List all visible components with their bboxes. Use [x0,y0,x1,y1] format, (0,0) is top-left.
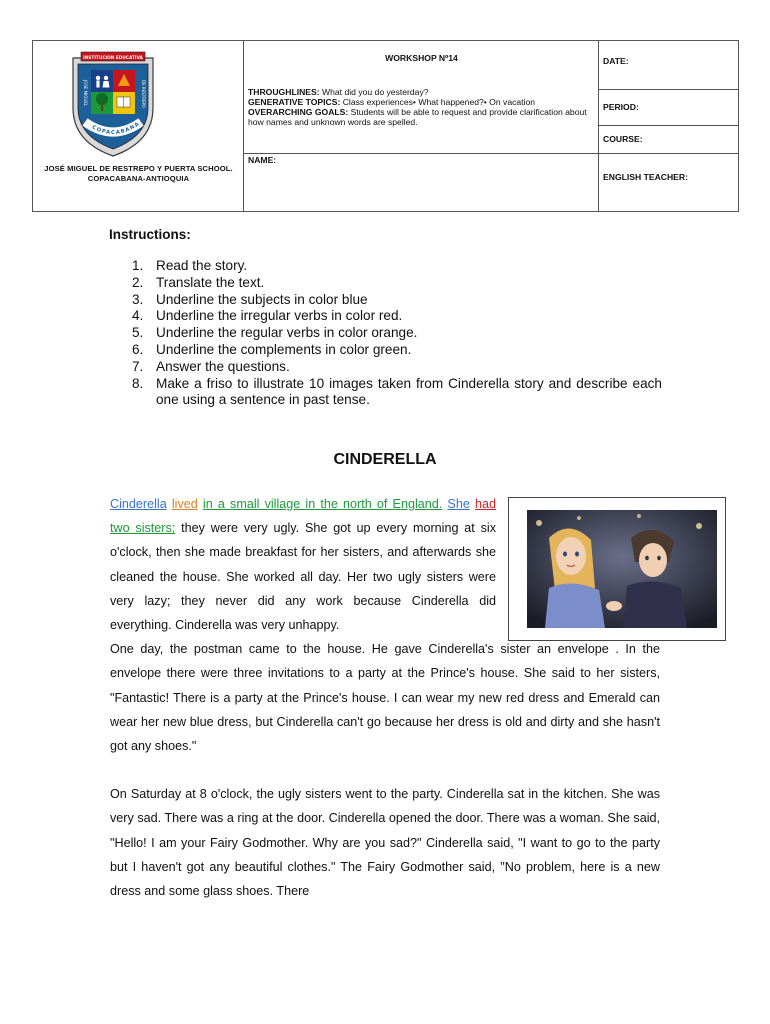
irregular-verb-had: had [475,497,497,511]
instruction-item: 6. Underline the complements in color green. [132,341,412,357]
subject-cinderella: Cinderella [110,497,167,511]
instructions-title: Instructions: [109,227,191,242]
instructions-list [132,258,662,409]
throughlines-text: What did you do yesterday? [319,87,429,97]
row-divider [243,153,598,154]
logo-top-text: INSTITUCION EDUCATIVA [83,56,143,61]
regular-verb-lived: lived [171,497,198,511]
story-paragraph-2: One day, the postman came to the house. He gave Cinderella's sister an envelope . In the envelope there were three invitations to a party at the Prince's house. She said to her sisters, "Fantastic! There is a party at the Prince's house. I can wear my new red dress and Emerald can wear her new blue dress, but Cinderella can't go because her dress is old and dirty and she hasn't got any shoes." [110,642,660,754]
generative-topics-text: Class experiences• What happened?• On vacation [340,97,536,107]
row-divider [598,89,739,90]
row-divider [598,153,739,154]
story-paragraph-1 [110,492,496,637]
school-name-block [33,164,244,184]
overarching-goals-label: OVERARCHING GOALS: [248,107,349,117]
subject-she: She [447,497,470,511]
logo-right-text: DE RESTREPO [141,80,146,109]
column-divider [243,41,244,211]
complement-village: in a small village in the north of England. [202,497,443,511]
name-field-label: NAME: [248,155,277,165]
school-city: COPACABANA-ANTIOQUIA [87,174,190,183]
course-field-label: COURSE: [603,134,643,144]
overarching-goals-text: Students will be able to request and provide clarification about how names and unknown words are spelled. [248,107,587,127]
instruction-item: 3. Underline the subjects in color blue [132,291,368,307]
period-field-label: PERIOD: [603,102,639,112]
instruction-item: 1. Read the story. [132,258,248,273]
date-field-label: DATE: [603,56,629,66]
instruction-item: 2. Translate the text. [132,274,265,290]
column-divider [598,41,599,211]
generative-topics-label: GENERATIVE TOPICS: [248,97,341,107]
instruction-item: 4. Underline the irregular verbs in color red. [132,308,403,324]
story-text [110,492,660,903]
logo-left-text: JOSE MIGUEL [83,80,88,107]
story-paragraph-3: On Saturday at 8 o'clock, the ugly sisters went to the party. Cinderella sat in the kitchen. She was very sad. There was a ring at the door. Cinderella opened the door. There was a woman. She said, "Hello! I am your Fairy Godmother. Why are you sad?" Cinderella said, "I want to go to the party but I haven't got any beautiful clothes." The Fairy Godmother said, "No problem, here is a new dress and some glass shoes. There [110,787,660,899]
instruction-item: 8. Make a friso to illustrate 10 images taken from Cinderella story and describe each one using a sentence in past tense. [132,375,662,408]
story-paragraph-1-rest: they were very ugly. She got up every morning at six o'clock, then she made breakfast for her sisters, and afterwards she cleaned the house. She worked all day. Her two ugly sisters were very lazy; they never did any work because Cinderella did everything. Cinderella was very unhappy. [110,521,496,633]
throughlines-label: THROUGHLINES: [248,87,320,97]
workshop-objectives [248,87,598,127]
school-name: JOSÉ MIGUEL DE RESTREPO Y PUERTA SCHOOL. [44,164,233,173]
instruction-item: 7. Answer the questions. [132,358,290,374]
workshop-header-table [32,40,739,212]
logo-bottom-text: COPACABANA [90,120,142,137]
complement-two-sisters: two sisters; [110,521,176,536]
school-crest-logo [67,50,159,160]
workshop-title: WORKSHOP Nº14 [385,53,458,63]
instruction-item: 5. Underline the regular verbs in color orange. [132,325,418,341]
english-teacher-field-label: ENGLISH TEACHER: [603,172,688,182]
row-divider [598,125,739,126]
story-title: CINDERELLA [333,451,437,468]
